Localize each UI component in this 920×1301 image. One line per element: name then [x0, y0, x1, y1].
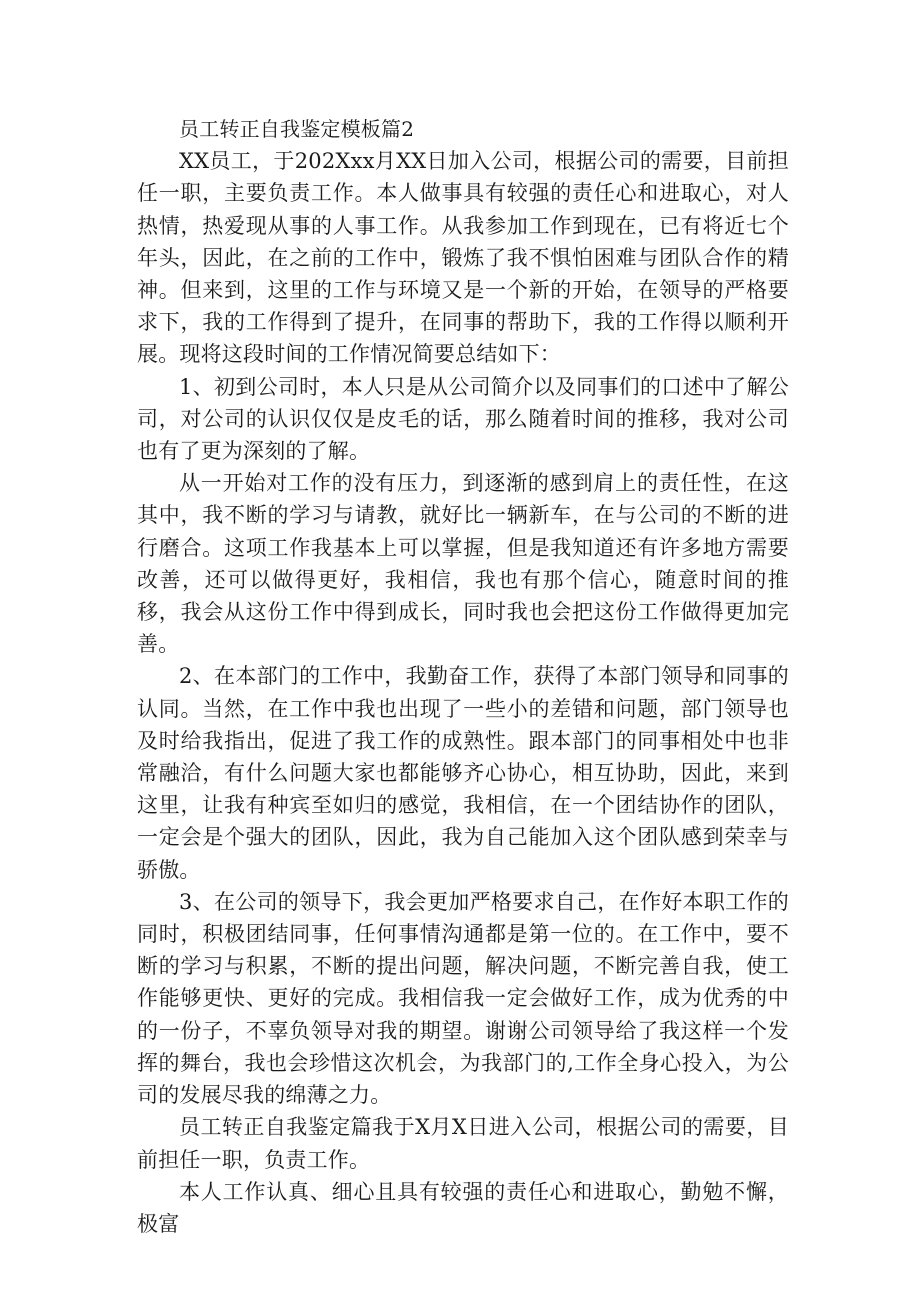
- paragraph-point-3: 3、在公司的领导下，我会更加严格要求自己，在作好本职工作的同时，积极团结同事，任何事情沟通都是第一位的。在工作中，要不断的学习与积累，不断的提出问题，解决问题，不断完善自我，使工作能够更快、更好的完成。我相信我一定会做好工作，成为优秀的中的一份子，不辜负领导对我的期望。谢谢公司领导给了我这样一个发挥的舞台，我也会珍惜这次机会，为我部门的,工作全身心投入，为公司的发展尽我的绵薄之力。: [137, 889, 789, 1108]
- paragraph-continued: 本人工作认真、细心且具有较强的责任心和进取心，勤勉不懈，极富: [137, 1179, 789, 1236]
- paragraph-intro: XX员工，于202Xxx月XX日加入公司，根据公司的需要，目前担任一职，主要负责工作。本人做事具有较强的责任心和进取心，对人热情，热爱现从事的人事工作。从我参加工作到现在，已有将近七个年头，因此，在之前的工作中，锻炼了我不惧怕困难与团队合作的精神。但来到，这里的工作与环境又是一个新的开始，在领导的严格要求下，我的工作得到了提升，在同事的帮助下，我的工作得以顺利开展。现将这段时间的工作情况简要总结如下：: [137, 149, 789, 367]
- paragraph-point-2: 2、在本部门的工作中，我勤奋工作，获得了本部门领导和同事的认同。当然，在工作中我也出现了一些小的差错和问题，部门领导也及时给我指出，促进了我工作的成熟性。跟本部门的同事相处中也非常融洽，有什么问题大家也都能够齐心协心，相互协助，因此，来到这里，让我有种宾至如归的感觉，我相信，在一个团结协作的团队，一定会是个强大的团队，因此，我为自己能加入这个团队感到荣幸与骄傲。: [137, 664, 789, 882]
- paragraph-point-1: 1、初到公司时，本人只是从公司简介以及同事们的口述中了解公司，对公司的认识仅仅是皮毛的话，那么随着时间的推移，我对公司也有了更为深刻的了解。: [137, 374, 789, 464]
- document-body: [137, 113, 789, 1240]
- paragraph-second-appraisal: 员工转正自我鉴定篇我于X月X日进入公司，根据公司的需要，目前担任一职，负责工作。: [137, 1115, 789, 1172]
- document-title: 员工转正自我鉴定模板篇2: [179, 117, 415, 141]
- paragraph-point-1-detail: 从一开始对工作的没有压力，到逐渐的感到肩上的责任性，在这其中，我不断的学习与请教，就好比一辆新车，在与公司的不断的进行磨合。这项工作我基本上可以掌握，但是我知道还有许多地方需要改善，还可以做得更好，我相信，我也有那个信心，随意时间的推移，我会从这份工作中得到成长，同时我也会把这份工作做得更加完善。: [137, 471, 789, 657]
